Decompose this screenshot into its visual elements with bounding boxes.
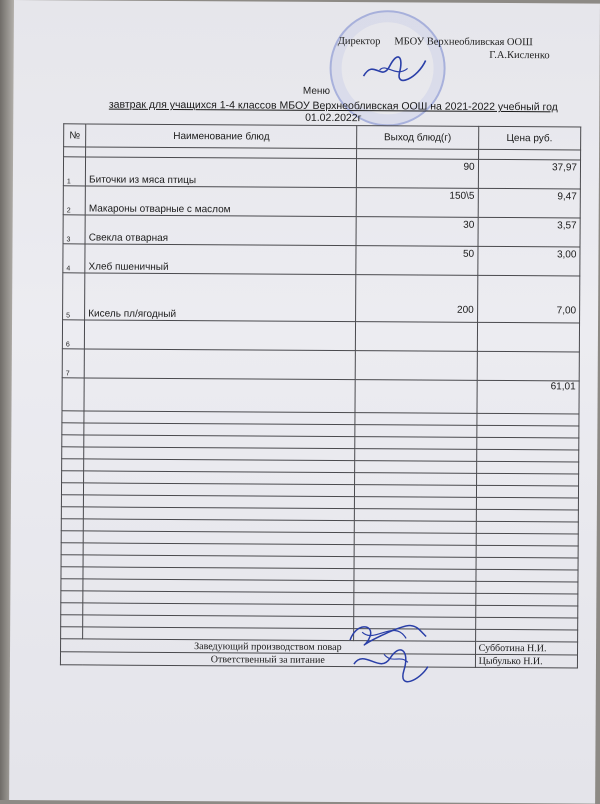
- dish-name: [85, 320, 356, 351]
- table-row: [63, 186, 580, 218]
- table-row: [63, 244, 580, 276]
- dish-price: [477, 351, 580, 381]
- dish-price: 37,97: [478, 159, 581, 189]
- row-num: 2: [63, 186, 85, 215]
- table-row: [62, 320, 579, 352]
- dish-output: 150\5: [356, 188, 478, 218]
- dish-output: [356, 351, 478, 381]
- approver-position: Директор: [337, 35, 381, 48]
- table-row: [63, 157, 580, 189]
- footer-row-responsible: [60, 652, 577, 668]
- row-num: 5: [63, 273, 85, 320]
- table-row: [63, 215, 580, 247]
- menu-subtitle: [93, 98, 573, 125]
- dish-output: 200: [356, 275, 478, 323]
- dish-output: 90: [357, 159, 479, 189]
- document-page: [9, 0, 600, 804]
- dish-price: 7,00: [477, 275, 580, 323]
- dish-output: 50: [356, 246, 478, 276]
- row-num: 7: [62, 349, 84, 378]
- dish-output: [356, 322, 478, 352]
- director-signature: [359, 48, 429, 88]
- row-num: 6: [62, 320, 84, 349]
- menu-description: завтрак для учащихся 1-4 классов МБОУ Верхнеобливская ООШ на 2021-2022 учебный год: [108, 98, 558, 114]
- row-num: 3: [63, 215, 85, 244]
- footer-signatures: [344, 614, 434, 687]
- table-row: [63, 273, 580, 323]
- row-num: 1: [63, 157, 85, 186]
- total-row: [62, 378, 579, 414]
- dish-price: 9,47: [478, 188, 581, 218]
- dish-name: Кисель пл/ягодный: [85, 273, 356, 322]
- header-name: Наименование блюд: [86, 124, 357, 149]
- responsible-name: Цыбулько Н.И.: [475, 654, 577, 668]
- chef-name: Субботина Н.И.: [475, 641, 577, 655]
- dish-name: Биточки из мяса птицы: [86, 157, 357, 188]
- header-output: Выход блюд(г): [357, 126, 478, 150]
- chef-label: Заведующий производством повар: [61, 639, 476, 655]
- approver-school: МБОУ Верхнеобливская ООШ: [394, 36, 533, 49]
- dish-price: 3,57: [478, 217, 581, 247]
- header-num: №: [64, 124, 86, 147]
- dish-price: [477, 322, 580, 352]
- menu-table: [60, 123, 581, 668]
- dish-name: Хлеб пшеничный: [85, 244, 356, 275]
- approver-name: Г.А.Кисленко: [489, 49, 550, 62]
- dish-price: 3,00: [477, 246, 580, 276]
- table-header-row: [64, 124, 581, 150]
- menu-date: 01.02.2022г: [305, 111, 362, 125]
- responsible-label: Ответственный за питание: [60, 652, 475, 668]
- dish-name: Свекла отварная: [85, 215, 356, 246]
- header-price: Цена руб.: [478, 126, 580, 150]
- dish-output: 30: [356, 217, 478, 247]
- dish-name: Макароны отварные с маслом: [85, 186, 356, 217]
- total-price: 61,01: [477, 380, 580, 414]
- page-title: Меню: [302, 85, 330, 97]
- dish-name: [84, 349, 355, 380]
- table-row: [62, 349, 579, 381]
- row-num: 4: [63, 244, 85, 273]
